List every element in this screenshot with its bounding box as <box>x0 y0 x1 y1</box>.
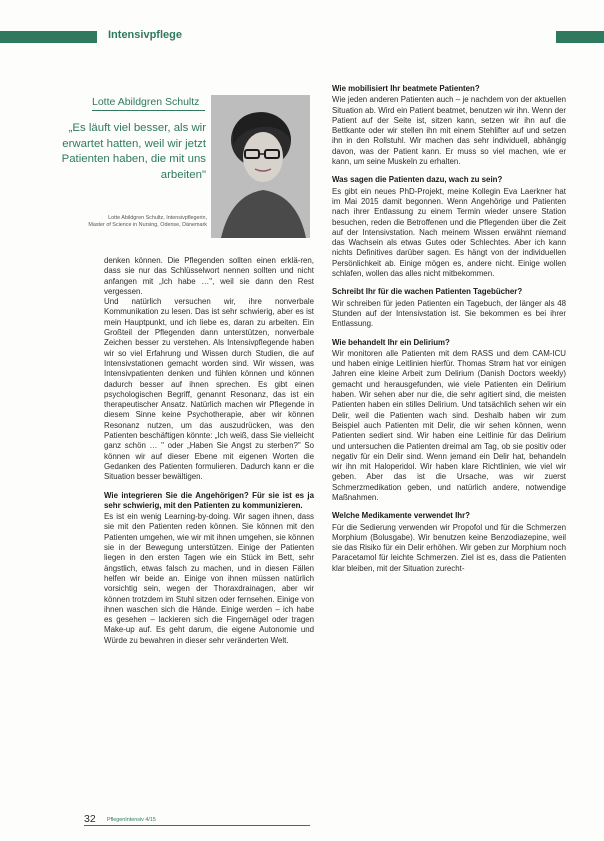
magazine-name: PflegenIntensiv 4/15 <box>107 817 156 823</box>
caption-line: Master of Science in Nursing, Odense, Dänemark <box>88 222 207 228</box>
right-column <box>332 84 566 574</box>
paragraph: denken können. Die Pflegenden sollten einen erklä-ren, dass sie nur das Schlüsselwort nennen sollten und nicht anfangen mit „Ich habe …", weil sie dann den Rest vergessen. <box>104 256 314 296</box>
paragraph: Und natürlich versuchen wir, ihre nonverbale Kommunikation zu lesen. Das ist sehr schwierig, aber es ist mein Hauptpunkt, und ich liebe es, daran zu arbeiten. Ein Großteil der Pflegenden dann unterstützen, nonverbale Zeichen besser zu verstehen. Als Intensivpflegende haben wir so viel Erfahrung und Wissen durch Studien, die auf Intensivstationen gemacht worden sind. Wir wissen, was Intensivpatienten denken und fühlen können und können dadurch besser auf ihnen sprechen. Es gibt einen psychologischen Begriff, genannt Resonanz, das ist ein therapeutischer Ansatz. Natürlich machen wir Pflegende in diesem Sinne keine Psychotherapie, aber wir können Resonanz nutzen, um das auszudrücken, was den Patienten beschäftigen könnte: „Ich weiß, dass Sie vielleicht ganz schön … " oder „Haben Sie Angst zu sterben?" So können wir auf dieser Ebene mit eigenen Worten die Gedanken des Patienten formulieren. Dadurch kann er die Situation besser bewältigen. <box>104 297 314 482</box>
caption-line: Lotte Abildgren Schultz, Intensivpflegerin, <box>108 215 207 221</box>
page-number: 32 <box>84 813 96 825</box>
interview-question: Wie mobilisiert Ihr beatmete Patienten? <box>332 84 480 93</box>
paragraph: Es gibt ein neues PhD-Projekt, meine Kollegin Eva Laerkner hat im Mai 2015 damit begonnen. Wenn Angehörige und Patienten nach ihrer Entlassung zu einem Termin wieder unsere Station besuchen, reden die Betroffenen und die Pflegenden über die Zeit auf der Intensivstation. Nach meinem Wissen erwähnt niemand das Wachsein als etwas Gutes oder Schlechtes. Aber ich kann nichts Definitives darüber sagen. Es hängt von der individuellen Persönlichkeit ab. Einige mögen es, andere nicht. Einige wollen schlafen, wollen das alles nicht mitbekommen. <box>332 186 566 279</box>
photo-caption <box>85 215 207 229</box>
pull-quote: „Es läuft viel besser, als wir erwartet hatten, weil wir jetzt Patienten haben, die mit uns arbeiten" <box>61 122 206 181</box>
interview-question: Welche Medikamente verwendet Ihr? <box>332 511 470 521</box>
section-title: Intensivpflege <box>108 29 182 41</box>
paragraph: Wir schreiben für jeden Patienten ein Tagebuch, der länger als 48 Stunden auf der Intensivstation ist. Sie bekommen es bei ihrer Entlassung. <box>332 298 566 329</box>
interview-question: Schreibt Ihr für die wachen Patienten Tagebücher? <box>332 287 523 297</box>
left-column <box>104 256 314 646</box>
interview-question: Wie behandelt Ihr ein Delirium? <box>332 337 450 347</box>
interview-question: Was sagen die Patienten dazu, wach zu sein? <box>332 175 503 185</box>
portrait-photo <box>211 95 310 238</box>
author-name: Lotte Abildgren Schultz <box>92 96 200 108</box>
interview-question: Wie integrieren Sie die Angehörigen? Für sie ist es ja sehr schwierig, mit den Patienten zu kommunizieren. <box>104 490 314 510</box>
paragraph: Wie jeden anderen Patienten auch – je nachdem von der aktuellen Situation ab. Wird ein Patient beatmet, benutzen wir ihn. Wenn der Patient auf der Seite ist, sitzen kann, setzen wir ihn auf die Bettkante oder wir stellen ihn mit einem Stehlifter auf und setzen ihn in den Rollstuhl. Wir machen das sehr individuell, abhängig davon, was der Patient kann. Er muss so viel machen, wie er kann, um seine Muskeln zu erhalten. <box>332 95 566 167</box>
paragraph: Es ist ein wenig Learning-by-doing. Wir sagen ihnen, dass sie mit den Patienten reden können. Sie können mit den Patienten umgehen, wie wir mit ihnen umgehen, sie können sie in der Bewegung unterstützen. Einige der Patienten liegen in den ersten Tagen wie ein Stück im Bett, sehr ängstlich, etwas falsch zu machen, und in diesen Fällen helfen wir beide an. Einige von ihnen müssen natürlich vorsichtig sein, wegen der Thoraxdrainagen, aber wir können trotzdem im Stuhl sitzen oder fernsehen. Einige von ihnen waschen sich die Hände. Einige werden – ich habe es gesehen – lackieren sich die Fingernägel oder tragen Make-up auf. Es geht darum, die eigene Autonomie und Würde zu bewahren in dieser sehr veränderten Welt. <box>104 512 314 645</box>
portrait-photo-icon <box>211 95 310 238</box>
header-accent-bar-right <box>556 31 604 43</box>
paragraph: Für die Sedierung verwenden wir Propofol und für die Schmerzen Morphium (Bolusgabe). Wir benutzen keine Benzodiazepine, weil sie das Risiko für ein Delir erhöhen. Wir geben zur Morphium noch Paracetamol für leichte Schmerzen. Ziel ist es, dass die Patienten klar bleiben, mit der Situation zurecht- <box>332 522 566 573</box>
header-accent-bar-left <box>0 31 97 43</box>
footer-divider <box>84 825 310 826</box>
author-divider <box>92 110 205 111</box>
paragraph: Wir monitoren alle Patienten mit dem RASS und dem CAM-ICU und haben einige Leitlinien hierfür. Thomas Strøm hat vor einigen Jahren eine kleine Arbeit zum Delirium (Danish Doctors weekly) gemacht und herausgefunden, wie viele Patienten ein Delirium haben. Wir sehen aber nur die, die sehr agitiert sind, die meisten Patienten haben ein stilles Delirium. Und tatsächlich sehen wir ein Delir, weil die Patienten wach sind. Deshalb haben wir zum Beispiel auch Patienten mit Delir, die wir sehen können, wenn Patienten sediert sind. Wir haben eine Leitlinie für das Delirium und untersuchen die Patienten dreimal am Tag, ob sie positiv oder negativ für ein Delir sind. Wenn jemand ein Delir hat, behandeln wir ihn mit Haloperidol. Wir haben klare Richtlinien, wie viel wir geben. Aber das ist die Ursache, was wir zuerst Schmerzmedikation geben, und natürlich andere, notwendige Maßnahmen. <box>332 348 566 502</box>
